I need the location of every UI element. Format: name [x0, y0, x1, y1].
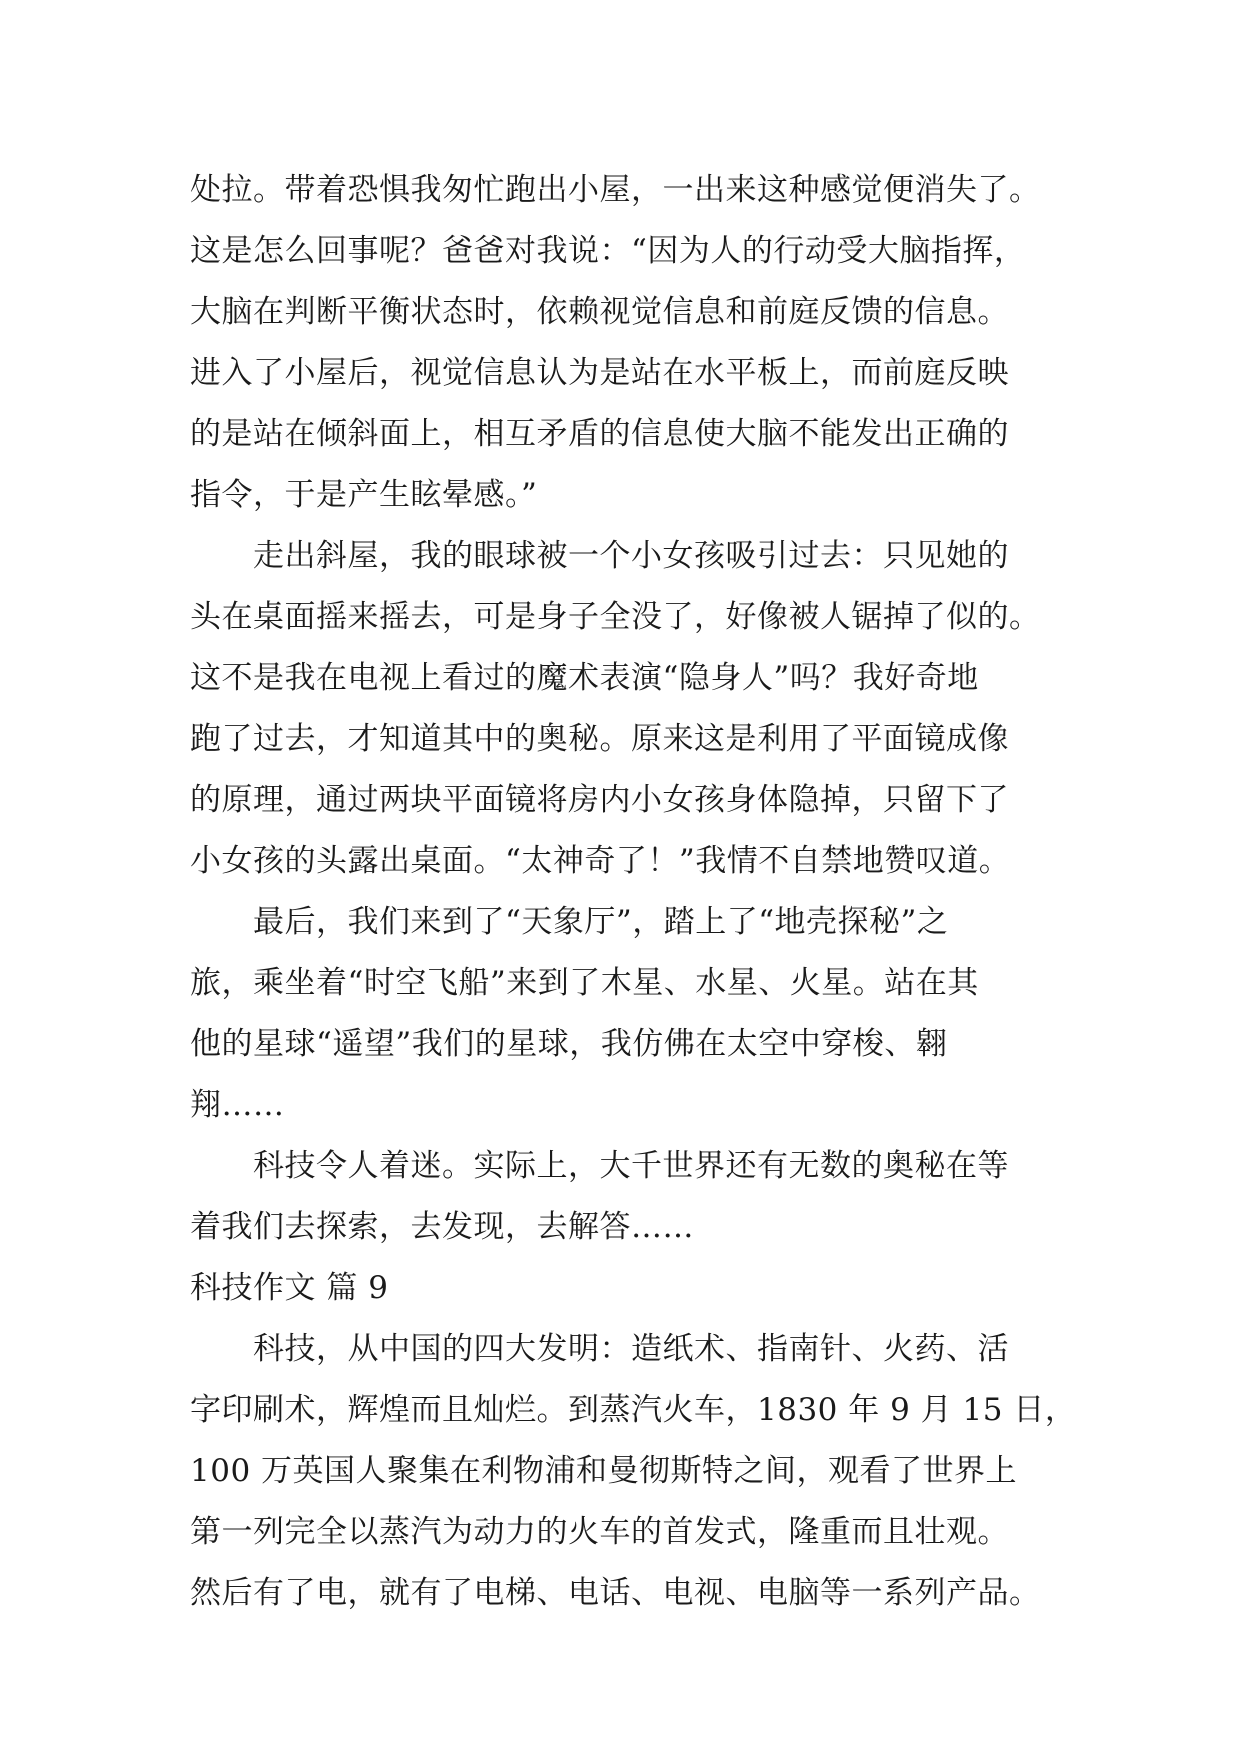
paragraph-5 [190, 1319, 1077, 1624]
text-line: 大脑在判断平衡状态时，依赖视觉信息和前庭反馈的信息。 [190, 294, 1009, 330]
text-line: 小女孩的头露出桌面。“太神奇了！”我情不自禁地赞叹道。 [190, 843, 1011, 879]
paragraph-2 [190, 526, 1050, 892]
text-line: 最后，我们来到了“天象厅”，踏上了“地壳探秘”之 [253, 904, 949, 940]
text-line: 头在桌面摇来摇去，可是身子全没了，好像被人锯掉了似的。 [190, 599, 1041, 635]
text-line: 他的星球“遥望”我们的星球，我仿佛在太空中穿梭、翱 [190, 1026, 948, 1062]
text-line: 指令，于是产生眩晕感。” [190, 477, 538, 513]
text-line: 这是怎么回事呢？爸爸对我说：“因为人的行动受大脑指挥， [190, 233, 1026, 269]
text-line: 第一列完全以蒸汽为动力的火车的首发式，隆重而且壮观。 [190, 1514, 1009, 1550]
text-line: 这不是我在电视上看过的魔术表演“隐身人”吗？我好奇地 [190, 660, 979, 696]
text-line: 着我们去探索，去发现，去解答…… [190, 1209, 694, 1245]
text-line: 字印刷术，辉煌而且灿烂。到蒸汽火车，1830 年 9 月 15 日， [190, 1392, 1077, 1428]
text-line: 的是站在倾斜面上，相互矛盾的信息使大脑不能发出正确的 [190, 416, 1009, 452]
text-line: 科技令人着迷。实际上，大千世界还有无数的奥秘在等 [253, 1148, 1009, 1184]
text-line: 旅，乘坐着“时空飞船”来到了木星、水星、火星。站在其 [190, 965, 979, 1001]
text-line: 翔…… [190, 1087, 285, 1123]
document-body [190, 160, 1077, 1624]
text-line: 跑了过去，才知道其中的奥秘。原来这是利用了平面镜成像 [190, 721, 1009, 757]
text-line: 100 万英国人聚集在利物浦和曼彻斯特之间，观看了世界上 [190, 1453, 1018, 1489]
paragraph-1 [190, 160, 1050, 526]
text-line: 处拉。带着恐惧我匆忙跑出小屋，一出来这种感觉便消失了。 [190, 172, 1041, 208]
text-line: 走出斜屋，我的眼球被一个小女孩吸引过去：只见她的 [253, 538, 1009, 574]
section-heading: 科技作文 篇 9 [190, 1270, 389, 1306]
text-line: 然后有了电，就有了电梯、电话、电视、电脑等一系列产品。 [190, 1575, 1041, 1611]
text-line: 科技，从中国的四大发明：造纸术、指南针、火药、活 [253, 1331, 1009, 1367]
text-line: 的原理，通过两块平面镜将房内小女孩身体隐掉，只留下了 [190, 782, 1009, 818]
paragraph-4 [190, 1136, 1050, 1258]
paragraph-3 [190, 892, 1050, 1136]
text-line: 进入了小屋后，视觉信息认为是站在水平板上，而前庭反映 [190, 355, 1009, 391]
